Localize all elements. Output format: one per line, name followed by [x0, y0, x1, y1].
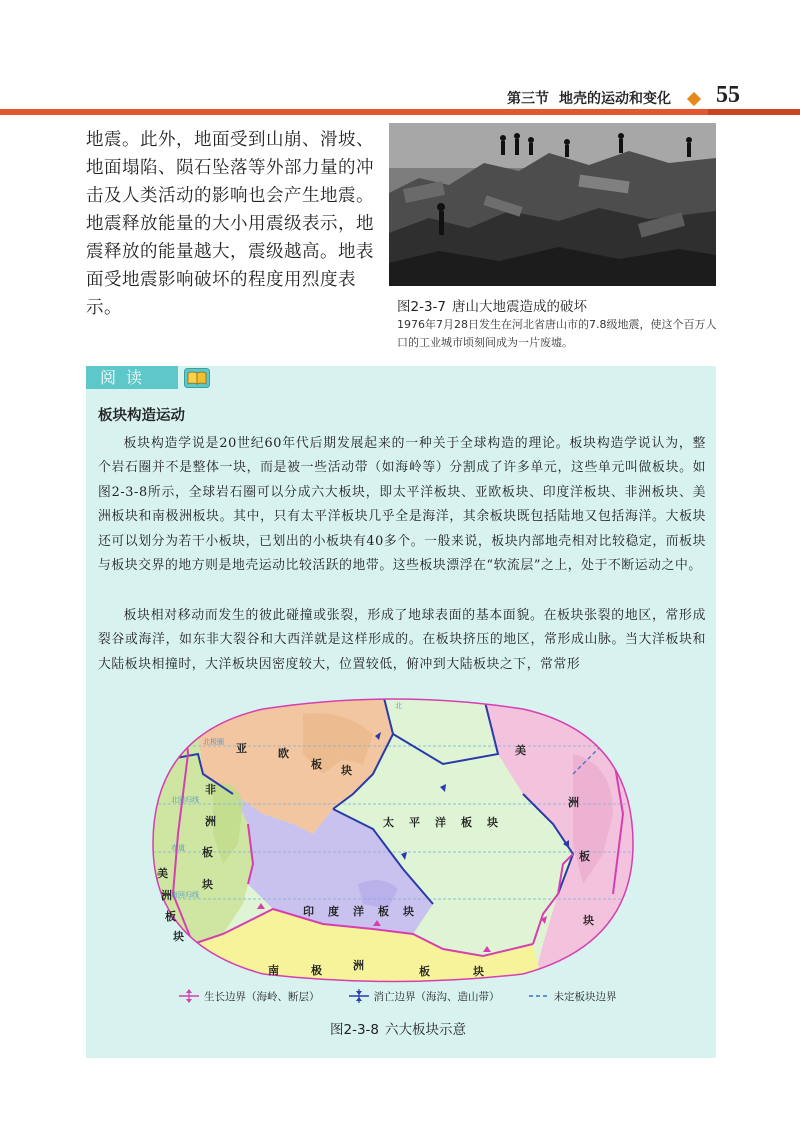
african-label-1: 非 — [205, 783, 216, 796]
american-left-label-3: 板 — [165, 910, 176, 923]
american-left-label-2: 洲 — [161, 889, 172, 902]
geo-label-north: 北 — [395, 702, 402, 710]
geo-label-tropic-cancer: 北回归线 — [171, 796, 199, 804]
pacific-label-2: 平 — [409, 816, 420, 829]
eurasian-label-4: 块 — [341, 764, 352, 777]
african-label-2: 洲 — [205, 815, 216, 828]
indian-label-1: 印 — [303, 905, 314, 918]
diamond-icon — [687, 92, 701, 106]
earthquake-photo — [389, 123, 716, 286]
photo-caption-description: 1976年7月28日发生在河北省唐山市的7.8级地震，使这个百万人口的工业城市顷刻间成为一片废墟。 — [397, 318, 717, 349]
eurasian-label-2: 欧 — [278, 747, 289, 760]
photo-figure-title: 唐山大地震造成的破坏 — [452, 299, 588, 315]
pacific-label-3: 洋 — [435, 816, 446, 829]
geo-label-equator: 赤道 — [171, 844, 185, 852]
reading-heading: 板块构造运动 — [98, 408, 185, 424]
indian-label-3: 洋 — [353, 905, 364, 918]
antarctic-label-1: 南 — [268, 964, 279, 977]
pacific-label-5: 块 — [487, 816, 498, 829]
pacific-label-4: 板 — [461, 816, 472, 829]
antarctic-label-5: 块 — [473, 965, 484, 978]
photo-caption-title — [397, 295, 587, 315]
section-number: 第三节 — [507, 91, 549, 107]
eurasian-label-3: 板 — [311, 758, 322, 771]
legend-uncertain — [528, 989, 617, 1004]
book-icon — [184, 368, 210, 388]
map-legend — [178, 986, 645, 1006]
american-right-label-2: 洲 — [568, 796, 579, 809]
legend-divergent-label: 生长边界（海岭、断层） — [204, 990, 320, 1003]
american-left-label-1: 美 — [157, 867, 168, 880]
american-right-label-1: 美 — [515, 744, 526, 757]
map-figure-number: 图2-3-8 — [330, 1022, 380, 1038]
intro-paragraph: 地震。此外，地面受到山崩、滑坡、地面塌陷、陨石坠落等外部力量的冲击及人类活动的影响也会产生地震。地震释放能量的大小用震级表示，地震释放的能量越大，震级越高。地表面受地震影响破坏的程度用烈度表示。 — [86, 130, 374, 318]
indian-label-2: 度 — [328, 905, 339, 918]
header-rule-accent — [708, 109, 800, 115]
section-title: 地壳的运动和变化 — [559, 91, 671, 107]
geo-label-tropic-capricorn: 南回归线 — [171, 891, 199, 899]
american-right-label-4: 块 — [583, 914, 594, 927]
pacific-label-1: 太 — [383, 816, 394, 829]
american-left-label-4: 块 — [173, 930, 184, 943]
map-caption — [330, 1018, 466, 1038]
page-number: 55 — [716, 82, 740, 108]
section-header — [507, 88, 681, 108]
legend-uncertain-label: 未定板块边界 — [553, 990, 617, 1003]
reading-tab: 阅读 — [86, 366, 178, 389]
african-label-3: 板 — [202, 846, 213, 859]
header-rule — [0, 109, 708, 115]
legend-convergent — [348, 989, 500, 1004]
indian-label-5: 块 — [403, 905, 414, 918]
plate-map — [143, 694, 643, 984]
uncertain-boundary-icon — [528, 989, 550, 1003]
indian-label-4: 板 — [378, 905, 389, 918]
divergent-boundary-icon — [178, 989, 200, 1003]
reading-paragraph-1: 板块构造学说是20世纪60年代后期发展起来的一种关于全球构造的理论。板块构造学说认为，整个岩石圈并不是整体一块，而是被一些活动带（如海岭等）分割成了许多单元，这些单元叫做板块。如图2-3-8所示，全球岩石圈可以分成六大板块，即太平洋板块、亚欧板块、印度洋板块、非洲板块、美洲板块和南极洲板块。其中，只有太平洋板块几乎全是海洋，其余板块既包括陆地又包括海洋。大板块还可以划分为若干小板块，已划出的小板块有40多个。一般来说，板块内部地壳相对比较稳定，而板块与板块交界的地方则是地壳运动比较活跃的地带。这些板块漂浮在“软流层”之上，处于不断运动之中。 — [98, 436, 706, 574]
legend-convergent-label: 消亡边界（海沟、造山带） — [373, 990, 500, 1003]
eurasian-label-1: 亚 — [236, 742, 247, 755]
map-figure-title: 六大板块示意 — [385, 1022, 467, 1038]
antarctic-label-3: 洲 — [353, 959, 364, 972]
photo-figure-number: 图2-3-7 — [397, 299, 447, 315]
african-label-4: 块 — [202, 878, 213, 891]
convergent-boundary-icon — [348, 989, 370, 1003]
american-right-label-3: 板 — [579, 850, 590, 863]
antarctic-label-4: 板 — [419, 965, 430, 978]
reading-paragraph-2: 板块相对移动而发生的彼此碰撞或张裂，形成了地球表面的基本面貌。在板块张裂的地区，常形成裂谷或海洋，如东非大裂谷和大西洋就是这样形成的。在板块挤压的地区，常形成山脉。当大洋板块和大陆板块相撞时，大洋板块因密度较大，位置较低，俯冲到大陆板块之下，常常形 — [98, 608, 706, 672]
geo-label-arctic-circle: 北极圈 — [203, 738, 224, 746]
antarctic-label-2: 极 — [311, 964, 322, 977]
legend-divergent — [178, 989, 320, 1004]
